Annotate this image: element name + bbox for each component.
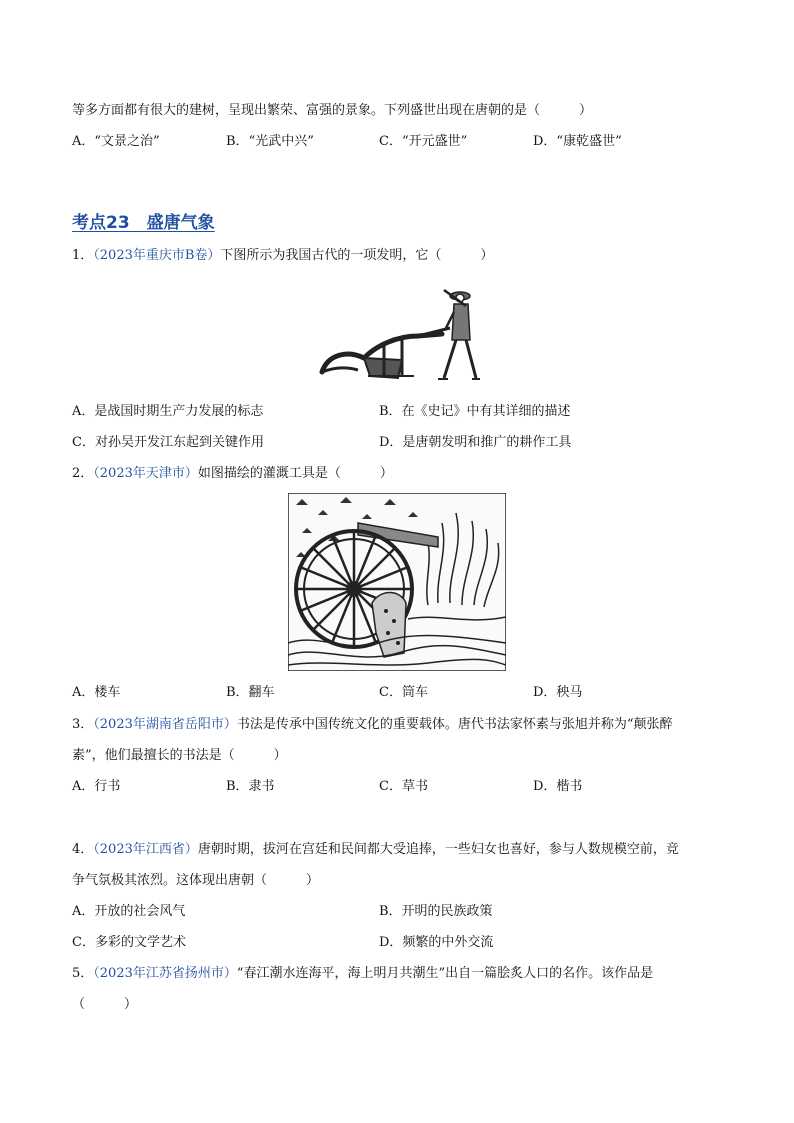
q2-option-b: B．翻车 [226, 685, 275, 700]
q3-number: 3． [72, 717, 94, 732]
q4-text-1: 唐朝时期，拔河在宫廷和民间都大受追捧，一些妇女也喜好，参与人数规模空前，竞 [197, 842, 679, 857]
q2-stem [72, 465, 393, 483]
intro-option-d: D．“康乾盛世” [533, 134, 622, 149]
q5-source: （2023年江苏省扬州市） [93, 966, 237, 981]
q2-option-a: A．楼车 [72, 685, 121, 700]
q1-option-d: D．是唐朝发明和推广的耕作工具 [379, 435, 572, 450]
q3-option-a: A．行书 [72, 779, 121, 794]
q4-stem-line-2: 争气氛极其浓烈。这体现出唐朝（ ） [72, 873, 320, 888]
q3-option-d: D．楷书 [533, 779, 583, 794]
q2-source: （2023年天津市） [93, 466, 198, 481]
q2-number: 2． [72, 466, 94, 481]
plough-illustration [318, 284, 482, 384]
q3-stem-line-2: 素”，他们最擅长的书法是（ ） [72, 748, 287, 763]
q1-option-b: B．在《史记》中有其详细的描述 [379, 404, 571, 419]
section-heading: 考点23 盛唐气象 [72, 213, 215, 233]
q5-text-1: “春江潮水连海平，海上明月共潮生”出自一篇脍炙人口的名作。该作品是 [236, 966, 654, 981]
q4-source: （2023年江西省） [93, 842, 198, 857]
q1-text: 下图所示为我国古代的一项发明，它（ ） [220, 248, 494, 263]
q4-number: 4． [72, 842, 94, 857]
q5-number: 5． [72, 966, 94, 981]
intro-option-a: A．“文景之治” [72, 134, 160, 149]
q4-stem-line-1 [72, 841, 679, 859]
q1-option-c: C．对孙吴开发江东起到关键作用 [72, 435, 264, 450]
waterwheel-illustration [288, 493, 506, 671]
intro-stem-line: 等多方面都有很大的建树，呈现出繁荣、富强的景象。下列盛世出现在唐朝的是（ ） [72, 103, 593, 118]
q1-number: 1． [72, 248, 94, 263]
q4-option-c: C．多彩的文学艺术 [72, 935, 186, 950]
q1-source: （2023年重庆市B卷） [93, 248, 221, 263]
q4-option-a: A．开放的社会风气 [72, 904, 186, 919]
q4-option-d: D．频繁的中外交流 [379, 935, 494, 950]
intro-option-b: B．“光武中兴” [226, 134, 314, 149]
q3-option-c: C．草书 [379, 779, 428, 794]
q3-stem-line-1 [72, 716, 673, 734]
intro-option-c: C．“开元盛世” [379, 134, 468, 149]
q3-option-b: B．隶书 [226, 779, 275, 794]
q2-text: 如图描绘的灌溉工具是（ ） [197, 466, 393, 481]
q1-stem [72, 247, 493, 265]
q2-option-c: C．筒车 [379, 685, 428, 700]
q3-source: （2023年湖南省岳阳市） [93, 717, 237, 732]
q5-stem-line-1 [72, 965, 653, 983]
q2-option-d: D．秧马 [533, 685, 583, 700]
q1-option-a: A．是战国时期生产力发展的标志 [72, 404, 264, 419]
q4-option-b: B．开明的民族政策 [379, 904, 493, 919]
q3-text-1: 书法是传承中国传统文化的重要载体。唐代书法家怀素与张旭并称为“颠张醉 [236, 717, 673, 732]
q5-stem-line-2: （ ） [72, 997, 138, 1012]
